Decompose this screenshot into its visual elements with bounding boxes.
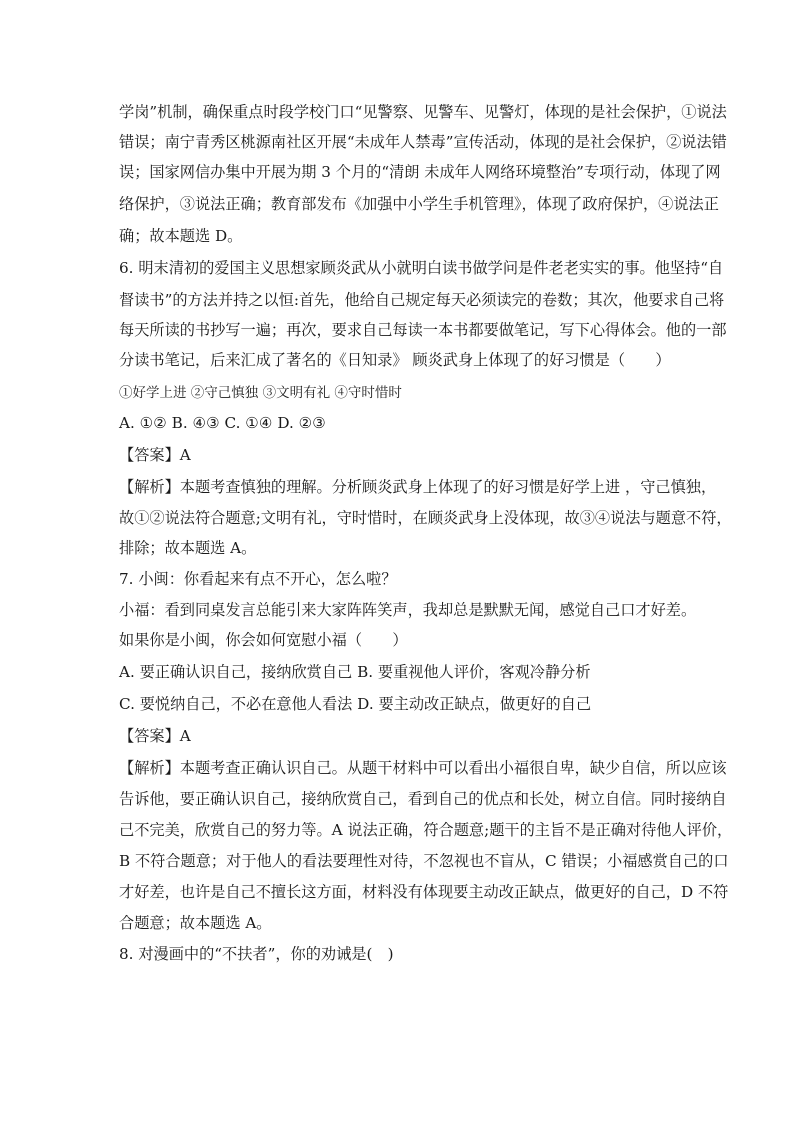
question-7-answer: 【答案】A xyxy=(119,727,191,745)
question-6-stem: 分读书笔记，后来汇成了著名的《日知录》 顾炎武身上体现了的好习惯是（ ） xyxy=(119,351,671,369)
question-7-analysis: 告诉他，要正确认识自己，接纳欣赏自己，看到自己的优点和长处，树立自信。同时接纳自 xyxy=(119,790,727,808)
question-6-analysis: 排除；故本题选 A。 xyxy=(119,539,257,557)
question-6-stem: 督读书”的方法并持之以恒:首先，他给自己规定每天必须读完的卷数；其次，他要求自己将 xyxy=(119,291,725,309)
question-7-options: A. 要正确认识自己，接纳欣赏自己 B. 要重视他人评价，客观冷静分析 xyxy=(119,663,591,681)
text-line: 误；国家网信办集中开展为期 3 个月的“清朗 未成年人网络环境整治”专项行动，体现了网 xyxy=(119,163,721,181)
text-line: 络保护，③说法正确；教育部发布《加强中小学生手机管理》，体现了政府保护，④说法正 xyxy=(119,195,719,213)
question-6-stem: 每天所读的书抄写一遍；再次，要求自己每读一本书都要做笔记，写下心得体会。他的一部 xyxy=(119,321,727,339)
text-line: 学岗”机制，确保重点时段学校门口“见警察、见警车、见警灯，体现的是社会保护，①说法 xyxy=(119,103,727,121)
question-6-analysis: 故①②说法符合题意;文明有礼，守时惜时，在顾炎武身上没体现，故③④说法与题意不符， xyxy=(119,509,732,527)
question-7-analysis: 己不完美，欣赏自己的努力等。A 说法正确，符合题意;题干的主旨不是正确对待他人评价， xyxy=(119,821,733,839)
question-7-stem: 如果你是小闽，你会如何宽慰小福（ ） xyxy=(119,631,408,649)
question-6-choices: ①好学上进 ②守己慎独 ③文明有礼 ④守时惜时 xyxy=(119,385,402,401)
question-7-analysis: 才好差，也许是自己不擅长这方面，材料没有体现要主动改正缺点，做更好的自己，D 不符 xyxy=(119,883,729,901)
text-line: 错误；南宁青秀区桃源南社区开展“未成年人禁毒”宣传活动，体现的是社会保护，②说法错 xyxy=(119,133,727,151)
question-6-answer: 【答案】A xyxy=(119,446,191,464)
question-7-analysis: 合题意；故本题选 A。 xyxy=(119,914,272,932)
question-7-stem: 7. 小闽：你看起来有点不开心，怎么啦？ xyxy=(119,570,397,588)
question-8-stem: 8. 对漫画中的“不扶者”，你的劝诫是( ) xyxy=(119,945,394,963)
question-7-stem: 小福：看到同桌发言总能引来大家阵阵笑声，我却总是默默无闻，感觉自己口才好差。 xyxy=(119,601,697,619)
question-7-options: C. 要悦纳自己，不必在意他人看法 D. 要主动改正缺点，做更好的自己 xyxy=(119,695,592,713)
question-7-analysis: B 不符合题意；对于他人的看法要理性对待，不忽视也不盲从，C 错误；小福感赏自己的口 xyxy=(119,852,729,870)
question-7-analysis: 【解析】本题考查正确认识自己。从题干材料中可以看出小福很自卑，缺少自信，所以应该 xyxy=(119,759,727,777)
question-6-options: A. ①② B. ④③ C. ①④ D. ②③ xyxy=(119,414,326,432)
text-line: 确；故本题选 D。 xyxy=(119,227,243,245)
question-6-stem: 6. 明末清初的爱国主义思想家顾炎武从小就明白读书做学问是件老老实实的事。他坚持“自 xyxy=(119,259,724,277)
question-6-analysis: 【解析】本题考查慎独的理解。分析顾炎武身上体现了的好习惯是好学上进 ，守己慎独， xyxy=(119,478,717,496)
